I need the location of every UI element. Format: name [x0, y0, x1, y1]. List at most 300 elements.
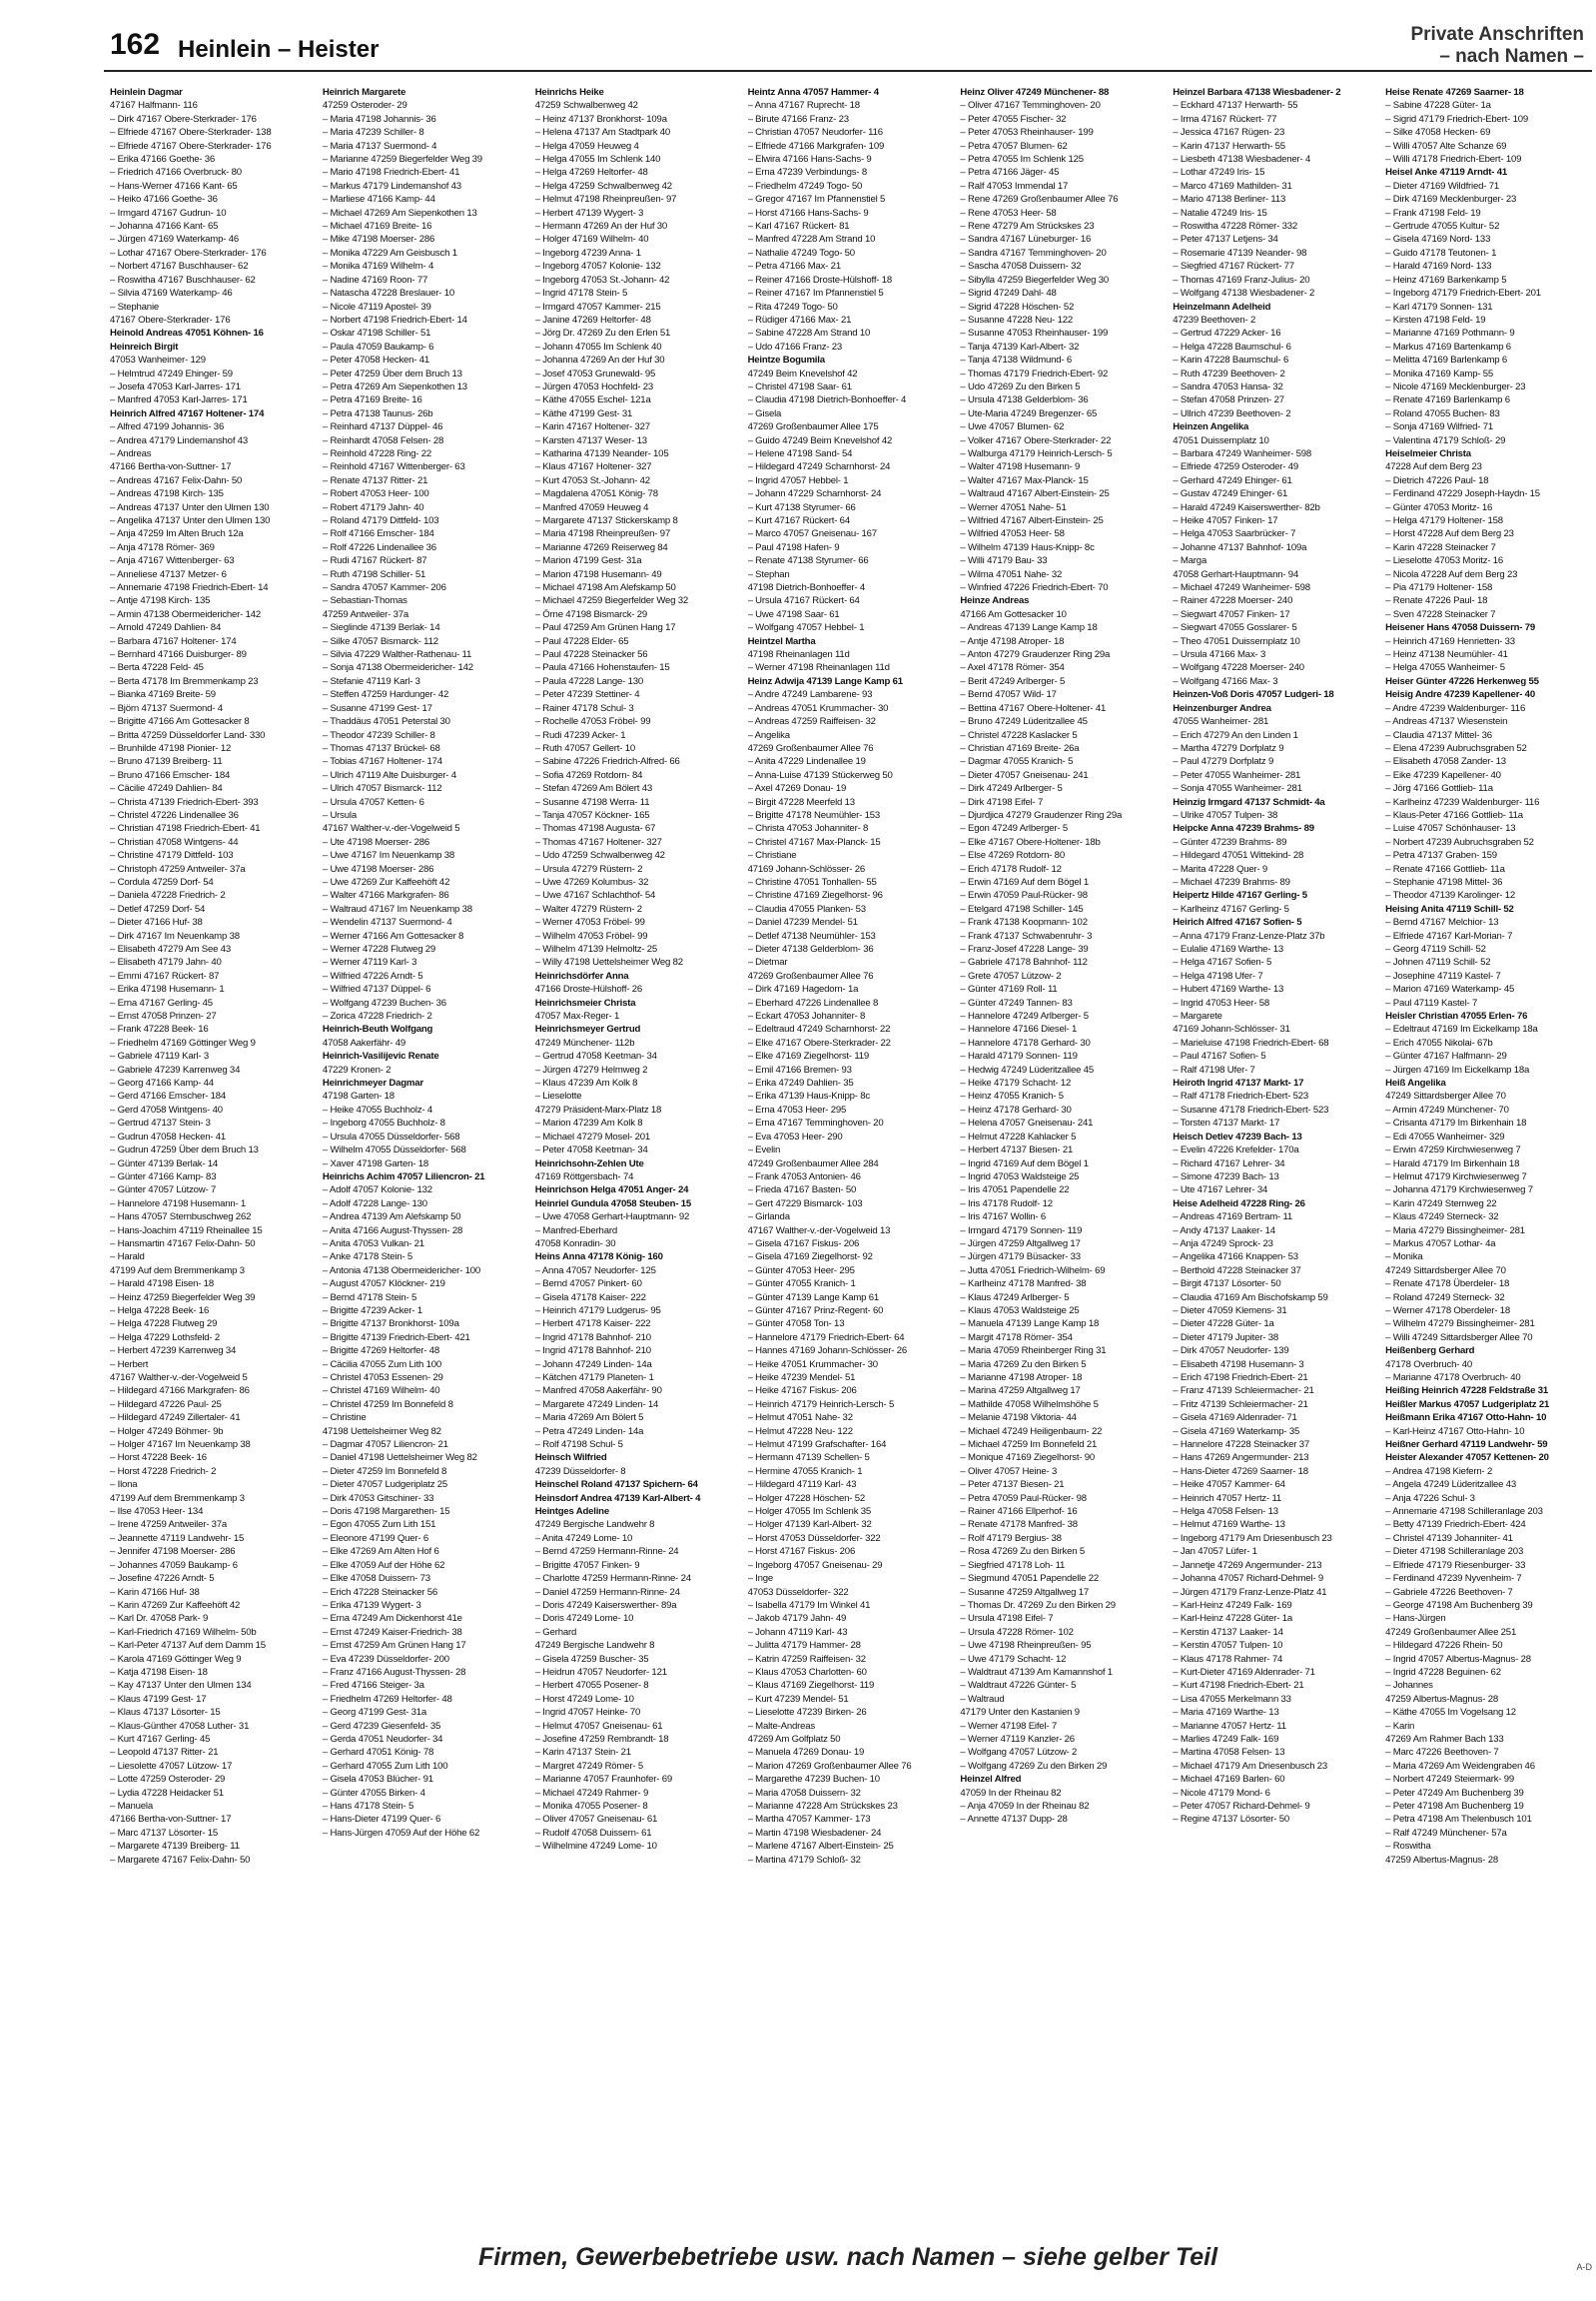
directory-entry: – George 47198 Am Buchenberg 39: [1385, 1599, 1533, 1611]
directory-entry: – Manuela: [110, 1801, 154, 1812]
directory-entry: – Frank 47137 Schwabenruhr- 3: [960, 930, 1093, 942]
surname-entry: Heiselmeier Christa: [1385, 447, 1471, 459]
directory-entry: – Holger 47169 Wilhelm- 40: [534, 234, 649, 246]
directory-entry: – Adolf 47057 Kolonie- 132: [322, 1184, 432, 1196]
directory-entry: – Björn 47137 Suermond- 4: [110, 702, 223, 714]
directory-entry: 47058 Gerhart-Hauptmann- 94: [1173, 568, 1299, 580]
directory-entry: – Elfriede 47167 Obere-Sterkrader- 176: [110, 140, 272, 152]
directory-entry: – Ilona: [110, 1479, 138, 1491]
directory-entry: – Roswitha 47228 Römer- 332: [1173, 221, 1298, 233]
directory-entry: – Wolfgang 47269 Zu den Birken 29: [960, 1760, 1108, 1772]
directory-entry: 47198 Garten- 18: [322, 1091, 395, 1103]
directory-entry: – Heidrun 47057 Neudorfer- 121: [534, 1666, 667, 1678]
directory-entry: – Siegfried 47178 Loh- 11: [960, 1559, 1066, 1571]
directory-entry: – Marliese 47166 Kamp- 44: [322, 194, 435, 206]
directory-entry: – Norbert 47249 Steiermark- 99: [1385, 1774, 1515, 1786]
directory-entry: – Kurt 47198 Friedrich-Ebert- 21: [1173, 1680, 1304, 1692]
directory-entry: – Horst 47053 Düsseldorfer- 322: [747, 1532, 881, 1544]
directory-entry: – Hans-Jürgen 47059 Auf der Höhe 62: [322, 1827, 480, 1839]
directory-entry: – Klaus 47239 Am Kolk 8: [534, 1078, 638, 1090]
directory-entry: – Stefanie 47119 Karl- 3: [322, 675, 420, 687]
directory-entry: – Wolfgang 47228 Moerser- 240: [1173, 662, 1304, 674]
directory-entry: – Antje 47198 Atroper- 18: [960, 635, 1065, 647]
directory-entry: – Simone 47239 Bach- 13: [1173, 1170, 1279, 1182]
directory-entry: – Heike 47239 Mendel- 51: [747, 1372, 856, 1383]
surname-entry: Heisel Anke 47119 Arndt- 41: [1385, 167, 1508, 179]
directory-entry: – Ingrid 47053 Waldsteige 25: [960, 1170, 1080, 1182]
directory-entry: – Wilhelm 47139 Haus-Knipp- 8c: [960, 541, 1095, 553]
directory-entry: – Elke 47059 Auf der Höhe 62: [322, 1559, 445, 1571]
directory-entry: – Wolfgang 47239 Buchen- 36: [322, 997, 446, 1009]
directory-entry: – Gustav 47249 Ehinger- 61: [1173, 488, 1288, 500]
directory-entry: – Stefan 47269 Am Bölert 43: [534, 783, 652, 795]
directory-entry: – Günter 47055 Kranich- 1: [747, 1278, 856, 1290]
directory-entry: – Manfred-Eberhard: [534, 1224, 617, 1236]
directory-entry: – Marco 47057 Gneisenau- 167: [747, 528, 877, 540]
directory-entry: – Detlef 47138 Neumühler- 153: [747, 930, 876, 942]
directory-entry: – Kurt 47053 St.-Johann- 42: [534, 474, 650, 486]
directory-entry: – Nathalie 47249 Togo- 50: [747, 247, 855, 259]
directory-entry: 47058 Aakerfähr- 49: [322, 1037, 405, 1049]
directory-entry: – Wilfried 47053 Heer- 58: [960, 528, 1065, 540]
directory-entry: – Hannelore 47228 Steinacker 37: [1173, 1439, 1310, 1451]
surname-entry: Heinzenburger Andrea: [1173, 702, 1271, 714]
directory-entry: – Sigrid 47179 Friedrich-Ebert- 109: [1385, 113, 1528, 125]
directory-entry: – Horst 47166 Hans-Sachs- 9: [747, 207, 869, 219]
directory-entry: – Hans-Dieter 47199 Quer- 6: [322, 1814, 441, 1826]
directory-entry: – Harald 47179 Im Birkenhain 18: [1385, 1157, 1520, 1169]
directory-entry: – Johanna 47179 Kirchwiesenweg 7: [1385, 1184, 1533, 1196]
directory-entry: – Arnold 47249 Dahlien- 84: [110, 622, 222, 634]
directory-entry: – Heinrich 47169 Henrietten- 33: [1385, 635, 1515, 647]
directory-entry: – Anna 47057 Neudorfer- 125: [534, 1264, 656, 1276]
directory-entry: – Hans 47057 Sternbuschweg 262: [110, 1211, 252, 1223]
directory-entry: – Martha 47279 Dorfplatz 9: [1173, 742, 1284, 754]
directory-entry: – Jessica 47167 Rügen- 23: [1173, 127, 1285, 139]
directory-entry: – Axel 47178 Römer- 354: [960, 662, 1065, 674]
directory-entry: – Heike 47179 Schacht- 12: [960, 1078, 1072, 1090]
directory-entry: – Marga: [1173, 555, 1207, 567]
directory-entry: 47167 Walther-v.-der-Vogelweid 5: [110, 1372, 248, 1383]
directory-entry: – Peter 47198 Am Buchenberg 19: [1385, 1801, 1524, 1812]
directory-entry: – Josefa 47053 Karl-Jarres- 171: [110, 381, 241, 392]
directory-entry: – Elena 47239 Aubruchsgraben 52: [1385, 742, 1527, 754]
directory-entry: – Eckhard 47137 Herwarth- 55: [1173, 100, 1298, 112]
directory-entry: – Julitta 47179 Hammer- 28: [747, 1640, 861, 1652]
directory-entry: 47055 Wanheimer- 281: [1173, 716, 1269, 728]
directory-entry: – Ferdinand 47229 Joseph-Haydn- 15: [1385, 488, 1540, 500]
surname-entry: Heinsch Wilfried: [534, 1452, 607, 1464]
directory-entry: – Sabine 47228 Am Strand 10: [747, 328, 871, 340]
directory-entry: – Michael 47179 Am Driesenbusch 23: [1173, 1760, 1328, 1772]
directory-entry: – Gerhard 47249 Ehinger- 61: [1173, 474, 1292, 486]
surname-entry: Heise Renate 47269 Saarner- 18: [1385, 87, 1524, 98]
directory-entry: – Angelika 47137 Unter den Ulmen 130: [110, 515, 271, 526]
directory-entry: – Klaus-Peter 47166 Gottlieb- 11a: [1385, 809, 1523, 821]
directory-entry: – Rüdiger 47166 Max- 21: [747, 314, 852, 326]
directory-entry: – Hannelore 47179 Friedrich-Ebert- 64: [747, 1331, 905, 1343]
directory-entry: – Dieter 47138 Gelderblom- 36: [747, 944, 874, 955]
directory-entry: – Valentina 47179 Schloß- 29: [1385, 434, 1506, 446]
directory-entry: – Djurdjica 47279 Graudenzer Ring 29a: [960, 809, 1123, 821]
directory-entry: – Hans-Jürgen: [1385, 1613, 1446, 1625]
directory-entry: – Eike 47239 Kapellener- 40: [1385, 769, 1501, 781]
directory-entry: – Hermann 47269 An der Huf 30: [534, 221, 668, 233]
directory-entry: – Elisabeth 47198 Husemann- 3: [1173, 1358, 1304, 1370]
directory-entry: – Kurt 47167 Gerling- 45: [110, 1733, 211, 1745]
directory-entry: – Rochelle 47053 Fröbel- 99: [534, 716, 651, 728]
directory-entry: – Anna-Luise 47139 Stückerweg 50: [747, 769, 893, 781]
directory-entry: – Anita 47249 Lome- 10: [534, 1532, 633, 1544]
directory-entry: – Gisela 47169 Waterkamp- 35: [1173, 1425, 1300, 1437]
directory-entry: – Uwe 47198 Rheinpreußen- 95: [960, 1640, 1092, 1652]
directory-entry: – Elfriede 47167 Obere-Sterkrader- 138: [110, 127, 272, 139]
directory-entry: – Marlies 47249 Falk- 169: [1173, 1733, 1279, 1745]
directory-entry: – Maria 47269 Zu den Birken 5: [960, 1358, 1087, 1370]
surname-entry: Heißmann Erika 47167 Otto-Hahn- 10: [1385, 1412, 1547, 1424]
directory-entry: – Elfriede 47259 Osteroder- 49: [1173, 461, 1299, 473]
footer-note: Firmen, Gewerbebetriebe usw. nach Namen – siehe gelber Teil: [477, 2243, 1218, 2271]
directory-entry: – Johannes 47059 Baukamp- 6: [110, 1559, 238, 1571]
directory-entry: – Christian 47198 Friedrich-Ebert- 41: [110, 823, 261, 835]
directory-entry: – Kurt 47138 Styrumer- 66: [747, 501, 856, 513]
directory-entry: – Daniela 47228 Friedrich- 2: [110, 890, 226, 902]
directory-entry: – Jürgen 47179 Franz-Lenze-Platz 41: [1173, 1586, 1327, 1598]
directory-entry: – Johann 47055 Im Schlenk 40: [534, 341, 662, 353]
directory-entry: – Karin 47228 Baumschul- 6: [1173, 355, 1289, 367]
directory-entry: – Dagmar 47055 Kranich- 5: [960, 756, 1074, 768]
directory-entry: – Kerstin 47057 Tulpen- 10: [1173, 1640, 1283, 1652]
directory-entry: – Edeltraud 47249 Scharnhorst- 22: [747, 1024, 891, 1036]
directory-entry: – Jürgen 47279 Helmweg 2: [534, 1064, 648, 1076]
directory-entry: – Walburga 47179 Heinrich-Lersch- 5: [960, 447, 1113, 459]
directory-entry: – Ralf 47249 Münchener- 57a: [1385, 1827, 1507, 1839]
directory-entry: – Maria 47137 Suermond- 4: [322, 140, 437, 152]
directory-entry: – Sonja 47138 Obermeidericher- 142: [322, 662, 473, 674]
directory-entry: – Hubert 47169 Warthe- 13: [1173, 984, 1284, 996]
directory-entry: – Hannelore 47198 Husemann- 1: [110, 1197, 247, 1209]
surname-entry: Heinrichson Helga 47051 Anger- 24: [534, 1184, 689, 1196]
directory-entry: – Siegfried 47167 Rückert- 77: [1173, 261, 1294, 273]
directory-entry: – Birute 47166 Franz- 23: [747, 113, 849, 125]
directory-entry: – Nicole 47169 Mecklenburger- 23: [1385, 381, 1526, 392]
directory-entry: – Ulrike 47057 Tulpen- 38: [1173, 809, 1278, 821]
directory-entry: – Gabriele 47119 Karl- 3: [110, 1051, 210, 1063]
directory-entry: – Claudia 47198 Dietrich-Bonhoeffer- 4: [747, 394, 907, 406]
directory-entry: – Werner 47119 Kanzler- 26: [960, 1733, 1075, 1745]
directory-entry: – Wilhelmine 47249 Lome- 10: [534, 1841, 657, 1853]
directory-entry: – Renate 47226 Paul- 18: [1385, 595, 1488, 607]
directory-entry: 47239 Düsseldorfer- 8: [534, 1465, 626, 1477]
directory-entry: – Christel 47053 Essenen- 29: [322, 1372, 443, 1383]
directory-entry: – Harald 47249 Kaiserswerther- 82b: [1173, 501, 1320, 513]
directory-entry: – Dirk 47167 Obere-Sterkrader- 176: [110, 113, 257, 125]
directory-entry: – Margret 47249 Römer- 5: [534, 1760, 643, 1772]
directory-entry: – Andrea 47139 Am Alefskamp 50: [322, 1211, 461, 1223]
directory-entry: – Ingrid 47178 Stein- 5: [534, 288, 628, 300]
directory-entry: – Roswitha 47167 Buschhauser- 62: [110, 274, 256, 286]
directory-entry: – Reinhold 47228 Ring- 22: [322, 447, 431, 459]
directory-entry: – Günter 47169 Roll- 11: [960, 984, 1058, 996]
directory-entry: – Wilfried 47226 Arndt- 5: [322, 970, 423, 982]
directory-entry: – Klaus 47199 Gest- 17: [110, 1693, 207, 1705]
directory-entry: – Erika 47166 Goethe- 36: [110, 154, 216, 166]
surname-entry: Heiß Angelika: [1385, 1078, 1446, 1090]
directory-entry: – Elke 47167 Obere-Holtener- 18b: [960, 836, 1101, 848]
directory-entry: – Luise 47057 Schönhauser- 13: [1385, 823, 1516, 835]
directory-entry: – Franz 47166 August-Thyssen- 28: [322, 1666, 466, 1678]
directory-entry: – Sigrid 47228 Höschen- 52: [960, 301, 1075, 313]
directory-entry: – Elisabeth 47058 Zander- 13: [1385, 756, 1506, 768]
directory-entry: – Ingrid 47228 Beguinen- 62: [1385, 1666, 1501, 1678]
directory-entry: – Hermine 47055 Kranich- 1: [747, 1465, 863, 1477]
directory-entry: – Karl Dr. 47058 Park- 9: [110, 1613, 209, 1625]
surname-entry: Heiser Günter 47226 Herkenweg 55: [1385, 675, 1539, 687]
directory-entry: – Sascha 47058 Duissern- 32: [960, 261, 1082, 273]
directory-entry: – Ingeborg 47053 St.-Johann- 42: [534, 274, 670, 286]
directory-entry: – Petra 47249 Linden- 14a: [534, 1425, 644, 1437]
directory-entry: – Peter 47239 Stettiner- 4: [534, 689, 640, 701]
directory-entry: – Hildegard 47249 Scharnhorst- 24: [747, 461, 891, 473]
directory-entry: – Siegwart 47057 Finken- 17: [1173, 608, 1290, 620]
directory-entry: – Roland 47179 Dittfeld- 103: [322, 515, 439, 526]
directory-entry: – Ilse 47053 Heer- 134: [110, 1506, 204, 1518]
directory-entry: – Anita 47053 Vulkan- 21: [322, 1237, 424, 1249]
directory-entry: – Renate 47137 Ritter- 21: [322, 474, 428, 486]
directory-entry: – Dieter 47228 Güter- 1a: [1173, 1318, 1274, 1330]
surname-entry: Heise Adelheid 47228 Ring- 26: [1173, 1197, 1305, 1209]
directory-entry: – Fritz 47139 Schleiermacher- 21: [1173, 1398, 1308, 1410]
directory-entry: – Karl 47167 Rückert- 81: [747, 221, 850, 233]
directory-entry: – Josephine 47119 Kastel- 7: [1385, 970, 1501, 982]
directory-entry: – Nicole 47119 Apostel- 39: [322, 301, 431, 313]
surname-entry: Heisch Detlev 47239 Bach- 13: [1173, 1131, 1302, 1143]
directory-entry: – Melanie 47198 Viktoria- 44: [960, 1412, 1077, 1424]
directory-entry: – Peter 47137 Biesen- 21: [960, 1479, 1065, 1491]
directory-entry: – Monika 47229 Am Geisbusch 1: [322, 247, 457, 259]
directory-entry: 47229 Kronen- 2: [322, 1064, 392, 1076]
directory-entry: – Herbert 47055 Posener- 8: [534, 1680, 649, 1692]
surname-entry: Heinrich Margarete: [322, 87, 406, 98]
directory-entry: – Annette 47137 Dupp- 28: [960, 1814, 1068, 1826]
directory-entry: – Jennifer 47198 Moerser- 286: [110, 1546, 236, 1558]
directory-entry: – Petra 47166 Jäger- 45: [960, 167, 1060, 179]
directory-entry: – Annemarie 47198 Schilleranlage 203: [1385, 1506, 1543, 1518]
directory-entry: – Harald 47179 Sonnen- 119: [960, 1051, 1078, 1063]
directory-entry: – Rolf 47226 Lindenallee 36: [322, 541, 436, 553]
directory-entry: – Karlheinz 47178 Manfred- 38: [960, 1278, 1087, 1290]
directory-entry: – Betty 47139 Friedrich-Ebert- 424: [1385, 1519, 1526, 1531]
directory-entry: – Günter 47239 Brahms- 89: [1173, 836, 1287, 848]
directory-entry: – Sofia 47269 Rotdorn- 84: [534, 769, 643, 781]
directory-entry: – Eva 47053 Heer- 290: [747, 1131, 843, 1143]
directory-entry: – Stephan: [747, 568, 790, 580]
directory-entry: – Johannes: [1385, 1680, 1433, 1692]
directory-entry: – Irmgard 47057 Kammer- 215: [534, 301, 661, 313]
directory-entry: – Marianne 47228 Am Strückskes 23: [747, 1801, 898, 1812]
directory-entry: – Brigitte 47269 Heltorfer- 48: [322, 1345, 440, 1357]
directory-entry: – Ruth 47198 Schiller- 51: [322, 568, 426, 580]
directory-entry: – Monika 47169 Kamp- 55: [1385, 368, 1494, 380]
directory-entry: – Holger 47228 Höschen- 52: [747, 1492, 866, 1504]
directory-entry: – Uwe 47269 Zur Kaffeehöft 42: [322, 876, 450, 888]
directory-entry: – Michael 47249 Wanheimer- 598: [1173, 582, 1310, 594]
directory-columns: [110, 86, 1592, 2183]
directory-entry: – Claudia 47137 Mittel- 36: [1385, 729, 1492, 741]
directory-entry: – Markus 47179 Lindemanshof 43: [322, 180, 461, 192]
directory-entry: – Volker 47167 Obere-Sterkrader- 22: [960, 434, 1112, 446]
directory-entry: – Rudolf 47058 Duissern- 61: [534, 1827, 652, 1839]
directory-entry: – Andre 47249 Lambarene- 93: [747, 689, 873, 701]
directory-entry: – Günter 47167 Halfmann- 29: [1385, 1051, 1507, 1063]
directory-entry: – Christel 47167 Max-Planck- 15: [747, 836, 881, 848]
directory-entry: – Holger 47167 Im Neuenkamp 38: [110, 1439, 251, 1451]
directory-entry: – Anton 47279 Graudenzer Ring 29a: [960, 649, 1111, 661]
directory-entry: 47249 Bergische Landwehr 8: [534, 1519, 655, 1531]
surname-entry: Heinschel Roland 47137 Spichern- 64: [534, 1479, 698, 1491]
directory-entry: – Margit 47178 Römer- 354: [960, 1331, 1073, 1343]
directory-entry: – Uwe 47167 Im Neuenkamp 38: [322, 850, 455, 862]
directory-entry: – Monika: [1385, 1251, 1423, 1263]
directory-entry: – Anneliese 47137 Metzer- 6: [110, 568, 227, 580]
directory-entry: – Cordula 47259 Dorf- 54: [110, 876, 214, 888]
directory-entry: – Irmgard 47167 Gudrun- 10: [110, 207, 227, 219]
directory-entry: – Egon 47055 Zum Lith 151: [322, 1519, 436, 1531]
directory-entry: – Klaus 47053 Waldsteige 25: [960, 1304, 1080, 1316]
directory-entry: – Günter 47139 Berlak- 14: [110, 1157, 219, 1169]
directory-entry: – Sigrid 47249 Dahl- 48: [960, 288, 1057, 300]
directory-entry: – Dietmar: [747, 957, 788, 969]
directory-entry: – Elke 47058 Duissern- 73: [322, 1573, 430, 1585]
directory-entry: – Holger 47249 Böhmer- 9b: [110, 1425, 224, 1437]
directory-entry: – Jürgen 47169 Waterkamp- 46: [110, 234, 239, 246]
surname-entry: Heintges Adeline: [534, 1506, 609, 1518]
directory-entry: – Claudia 47169 Am Bischofskamp 59: [1173, 1291, 1328, 1303]
directory-entry: – Gertrud 47137 Stein- 3: [110, 1118, 211, 1130]
directory-entry: – Reinhold 47167 Wittenberger- 63: [322, 461, 465, 473]
directory-entry: – Ingeborg 47055 Buchholz- 8: [322, 1118, 445, 1130]
directory-entry: – Walter 47167 Max-Planck- 15: [960, 474, 1089, 486]
directory-column: [748, 86, 955, 2183]
directory-entry: – Sandra 47057 Kammer- 206: [322, 582, 446, 594]
directory-entry: – Sonja 47055 Wanheimer- 281: [1173, 783, 1302, 795]
directory-entry: – Ursula 47138 Gelderblom- 36: [960, 394, 1089, 406]
directory-entry: – Werner 47119 Karl- 3: [322, 957, 417, 969]
directory-entry: 47167 Halfmann- 116: [110, 100, 198, 112]
directory-entry: – Andreas 47198 Kirch- 135: [110, 488, 224, 500]
directory-entry: – Bernd 47057 Pinkert- 60: [534, 1278, 642, 1290]
directory-entry: – Uwe 47057 Blumen- 62: [960, 421, 1065, 433]
directory-entry: – Franz 47139 Schleiermacher- 21: [1173, 1385, 1314, 1397]
surname-entry: Heintze Bogumila: [747, 355, 825, 367]
directory-entry: – Berthold 47228 Steinacker 37: [1173, 1264, 1301, 1276]
surname-entry: Heinzel Alfred: [960, 1774, 1022, 1786]
directory-entry: – Ernst 47249 Kaiser-Friedrich- 38: [322, 1626, 462, 1638]
directory-entry: – Kerstin 47137 Laaker- 14: [1173, 1626, 1283, 1638]
directory-entry: – Heinrich 47179 Heinrich-Lersch- 5: [747, 1398, 895, 1410]
directory-entry: – Dirk 47053 Gitschiner- 33: [322, 1492, 434, 1504]
directory-entry: – Waltraud 47167 Im Neuenkamp 38: [322, 903, 472, 915]
surname-entry: Heinrichsmeier Christa: [534, 997, 636, 1009]
directory-entry: – Sebastian-Thomas: [322, 595, 407, 607]
directory-entry: – Petra 47057 Blumen- 62: [960, 140, 1068, 152]
surname-entry: Heinrichmeyer Dagmar: [322, 1078, 423, 1090]
directory-entry: – Gisela 47167 Fiskus- 206: [747, 1237, 860, 1249]
directory-entry: – Walter 47198 Husemann- 9: [960, 461, 1081, 473]
directory-entry: – Rita 47249 Togo- 50: [747, 301, 838, 313]
directory-entry: – Günter 47053 Heer- 295: [747, 1264, 855, 1276]
directory-entry: – Susanne 47199 Gest- 17: [322, 702, 432, 714]
directory-entry: – Wilfried 47167 Albert-Einstein- 25: [960, 515, 1104, 526]
directory-entry: – Andreas 47137 Unter den Ulmen 130: [110, 501, 270, 513]
directory-entry: – Kätchen 47179 Planeten- 1: [534, 1372, 654, 1383]
directory-entry: – Antonia 47138 Obermeidericher- 100: [322, 1264, 480, 1276]
directory-entry: – Johanna 47269 An der Huf 30: [534, 355, 665, 367]
directory-entry: – Margarete: [1173, 1011, 1222, 1023]
directory-entry: – Mario 47138 Berliner- 113: [1173, 194, 1286, 206]
directory-entry: – Marc 47137 Lösorter- 15: [110, 1827, 219, 1839]
directory-entry: – Kay 47137 Unter den Ulmen 134: [110, 1680, 252, 1692]
directory-entry: – Heinz 47055 Kranich- 5: [960, 1091, 1064, 1103]
directory-entry: – Hannelore 47249 Arlberger- 5: [960, 1011, 1089, 1023]
directory-entry: – Brigitte 47137 Bronkhorst- 109a: [322, 1318, 459, 1330]
directory-entry: – Liesbeth 47138 Wiesbadener- 4: [1173, 154, 1311, 166]
directory-entry: – Helmut 47198 Rheinpreußen- 97: [534, 194, 677, 206]
directory-entry: – Uwe 47198 Moerser- 286: [322, 863, 434, 875]
directory-entry: – Wolfgang 47057 Hebbel- 1: [747, 622, 865, 634]
directory-entry: – Erika 47198 Husemann- 1: [110, 984, 225, 996]
directory-entry: – Ursula 47228 Römer- 102: [960, 1626, 1074, 1638]
directory-entry: – Daniel 47259 Hermann-Rinne- 24: [534, 1586, 680, 1598]
directory-entry: – Anja 47059 In der Rheinau 82: [960, 1801, 1090, 1812]
directory-entry: – Heinz 47259 Biegerfelder Weg 39: [110, 1291, 256, 1303]
directory-entry: – Willy 47198 Uettelsheimer Weg 82: [534, 957, 683, 969]
directory-entry: – Werner 47228 Flutweg 29: [322, 944, 436, 955]
directory-entry: – Erich 47055 Nikolai- 67b: [1385, 1037, 1493, 1049]
directory-entry: – Norbert 47167 Buschhauser- 62: [110, 261, 249, 273]
directory-entry: – Regine 47137 Lösorter- 50: [1173, 1814, 1290, 1826]
section-title-line2: – nach Namen –: [1439, 46, 1584, 67]
directory-entry: – Jakob 47179 Jahn- 49: [747, 1613, 847, 1625]
directory-entry: – Michael 47269 Am Siepenkothen 13: [322, 207, 477, 219]
directory-entry: – Martha 47057 Kammer- 173: [747, 1814, 871, 1826]
directory-entry: – Marianne 47057 Hertz- 11: [1173, 1720, 1286, 1732]
directory-entry: – Christel 47198 Saar- 61: [747, 381, 852, 392]
surname-entry: Heißner Gerhard 47119 Landwehr- 59: [1385, 1439, 1548, 1451]
directory-entry: 47228 Auf dem Berg 23: [1385, 461, 1482, 473]
directory-entry: – Karin 47166 Huf- 38: [110, 1586, 200, 1598]
directory-entry: – Andreas 47139 Lange Kamp 18: [960, 622, 1098, 634]
directory-entry: – Herbert 47239 Karrenweg 34: [110, 1345, 237, 1357]
directory-entry: – Maria 47198 Johannis- 36: [322, 113, 436, 125]
directory-entry: – Marlene 47167 Albert-Einstein- 25: [747, 1841, 894, 1853]
directory-entry: – Kurt 47167 Rückert- 64: [747, 515, 850, 526]
directory-entry: – Theo 47051 Duissernplatz 10: [1173, 635, 1300, 647]
directory-entry: – Johanna 47166 Kant- 65: [110, 221, 219, 233]
directory-entry: – Erna 47249 Am Dickenhorst 41e: [322, 1613, 462, 1625]
directory-entry: – Karlheinz 47167 Gerling- 5: [1173, 903, 1289, 915]
directory-entry: – Eulalie 47169 Warthe- 13: [1173, 944, 1283, 955]
directory-entry: – Lothar 47167 Obere-Sterkrader- 176: [110, 247, 267, 259]
directory-entry: – Wolfgang 47057 Lützow- 2: [960, 1747, 1078, 1759]
directory-entry: – Peter 47053 Rheinhauser- 199: [960, 127, 1094, 139]
directory-entry: – Hans 47178 Stein- 5: [322, 1801, 414, 1812]
directory-entry: – Paul 47259 Am Grünen Hang 17: [534, 622, 676, 634]
directory-entry: – Hildegard 47166 Markgrafen- 86: [110, 1385, 250, 1397]
directory-entry: – Frank 47228 Beek- 16: [110, 1024, 209, 1036]
directory-entry: 47166 Droste-Hülshoff- 26: [534, 984, 643, 996]
directory-entry: – Susanne 47259 Altgallweg 17: [960, 1586, 1090, 1598]
